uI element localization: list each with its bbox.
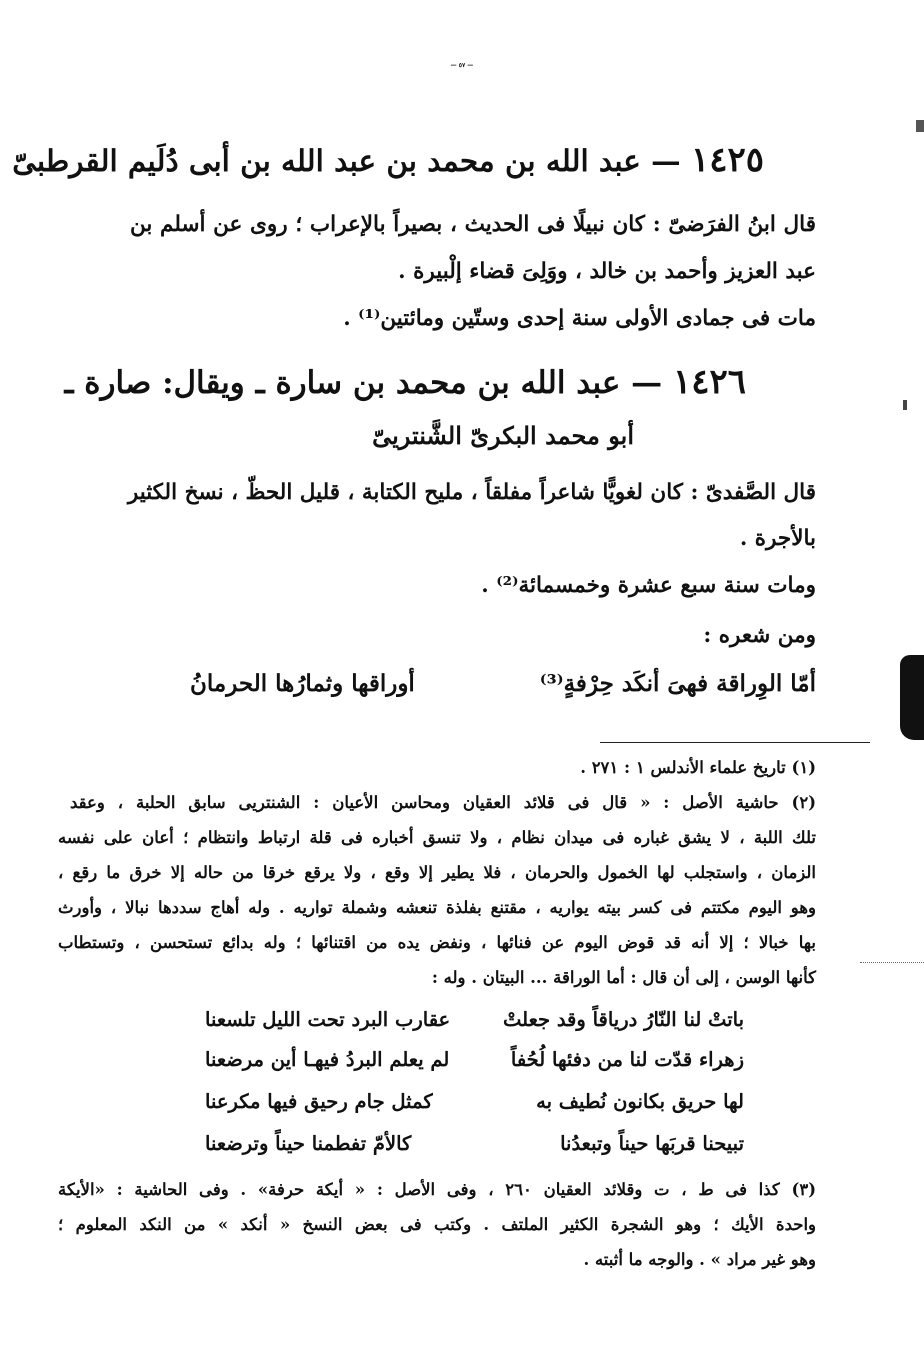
footnote-2-line-4: وهو اليوم مكتتم فى كسر بيته يواريه ، مقتنع بفلذة تنعشه وشملة تواريه . وله أهاج سددها نبالا ، وأورث (58, 898, 816, 917)
footnote-3-line-3: وهو غير مراد » . والوجه ما أثبته . (583, 1250, 816, 1269)
poem-line-1-right: باتتْ لنا النّارُ درياقاً وقد جعلتْ (502, 1008, 744, 1031)
poem-line-1-left: عقارب البرد تحت الليل تلسعنا (205, 1008, 451, 1031)
poem-line-4-right: تبيحنا قربَها حيناً وتبعدُنا (560, 1132, 744, 1155)
page-number: — ٥٧ — (450, 62, 474, 69)
scan-dotted-line (860, 962, 924, 963)
footnote-divider (600, 742, 870, 743)
poem-line-3-left: كمثل جام رحيق فيها مكرعنا (205, 1090, 433, 1113)
footnote-3-line-2: واحدة الأيك ؛ وهو الشجرة الكثير الملتف . وكتب فى بعض النسخ « أنكد » من النكد المعلوم ؛ (58, 1215, 816, 1234)
entry-1426-title: — عبد الله بن محمد بن سارة ـ ويقال: صارة ـ (64, 365, 663, 401)
entry-1425-heading (12, 140, 764, 180)
entry-1425-number: ١٤٢٥ (690, 140, 764, 180)
entry-1426-number: ١٤٢٦ (672, 362, 746, 402)
footnote-2-line-1: (٢) حاشية الأصل : « قال فى قلائد العقيان ومحاسن الأعيان : الشنتريى سابق الحلبة ، وعقد (70, 793, 816, 812)
entry-1425-body-line-1: قال ابنُ الفرَضىّ : كان نبيلًا فى الحديث ، بصيراً بالإعراب ؛ روى عن أسلم بن (130, 212, 816, 237)
poem-line-4-left: كالأمّ تفطمنا حيناً وترضعنا (205, 1132, 412, 1155)
scan-mark (916, 120, 924, 132)
footnote-3-line-1: (٣) كذا فى ط ، ت وقلائد العقيان ٢٦٠ ، وفى الأصل : « أيكة حرفة» . وفى الحاشية : «الأيكة (58, 1180, 817, 1199)
footnote-1: (١) تاريخ علماء الأندلس ١ : ٢٧١ . (580, 758, 816, 777)
entry-1426-heading (64, 362, 746, 402)
entry-1426-death: ومات سنة سبع عشرة وخمسمائة⁽²⁾ . (481, 573, 816, 598)
entry-1425-body-line-2: عبد العزيز وأحمد بن خالد ، ووَلِىَ قضاء إلْبيرة . (398, 259, 816, 284)
footnote-2-line-6: كأنها الوسن ، إلى أن قال : أما الوراقة ... البيتان . وله : (431, 968, 816, 987)
entry-1425-death: مات فى جمادى الأولى سنة إحدى وستّين ومائتين⁽¹⁾ . (343, 306, 816, 331)
footnote-2-line-5: بها خبالا ؛ إلا أنه قد قوض اليوم عن فنائها ، ونفض يده من اقتنائها ؛ وله بدائع تستحسن ، وتستطاب (58, 933, 816, 952)
scan-mark (903, 400, 907, 410)
poem-line-3-right: لها حريق بكانون نُطيف به (536, 1090, 744, 1113)
footnote-2-line-2: تلك اللبة ، لا يشق غباره فى ميدان نظام ، ولا تنسق أخباره فى قلة ارتباط وانتظام ؛ أعان على نفسه (58, 828, 816, 847)
entry-1426-body-line-2: بالأجرة . (739, 526, 816, 551)
poetry-intro: ومن شعره : (703, 623, 816, 648)
scan-blot (900, 655, 924, 740)
entry-1425-title: — عبد الله بن محمد بن عبد الله بن أبى دُلَيم القرطبىّ (12, 143, 681, 178)
entry-1426-body-line-1: قال الصَّفدىّ : كان لغويًّا شاعراً مفلقاً ، مليح الكتابة ، قليل الحظّ ، نسخ الكثير (127, 480, 816, 505)
verse-first-hemistich: أمّا الوِراقة فهىَ أنكَد حِرْفةٍ⁽³⁾ (539, 670, 816, 697)
verse-second-hemistich: أوراقها وثمارُها الحرمانُ (190, 670, 415, 697)
footnote-2-line-3: الزمان ، واستجلب لها الخمول والحرمان ، فلا يطير إلا وقع ، ولا يرقع خرقا من حاله إلا خرق ما رقع ، (58, 863, 816, 882)
poem-line-2-right: زهراء قدّت لنا من دفئها لُحُفاً (510, 1048, 744, 1071)
entry-1426-subtitle: أبو محمد البكرىّ الشَّنتريىّ (372, 421, 634, 450)
poem-line-2-left: لم يعلم البردُ فيهـا أين مرضعنا (205, 1048, 450, 1071)
